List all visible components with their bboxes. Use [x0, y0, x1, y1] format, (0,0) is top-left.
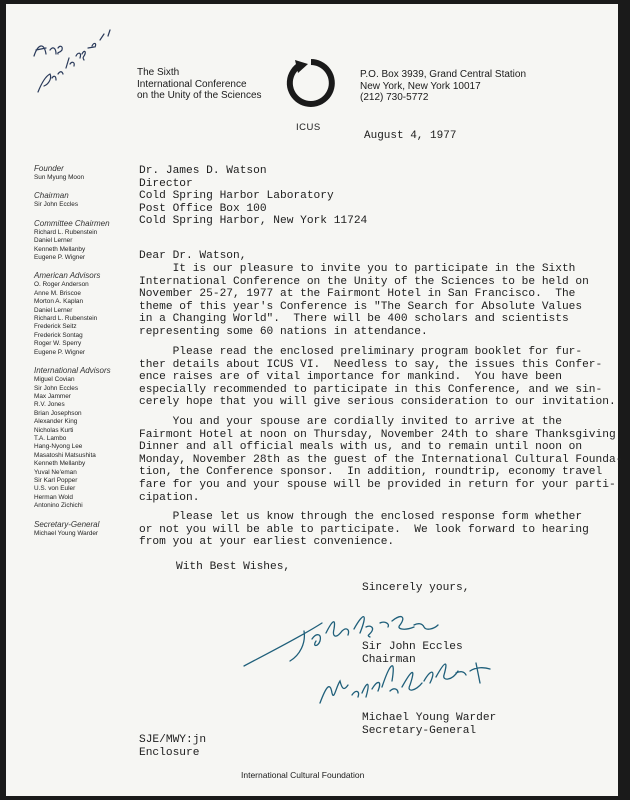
sidebar-section-title: Founder [34, 164, 64, 173]
sidebar-member-name: Nicholas Kurti [34, 426, 74, 434]
signer-name: Michael Young Warder [362, 712, 497, 724]
sign-off: Sincerely yours, [362, 582, 470, 594]
sidebar-member-name: Roger W. Sperry [34, 340, 82, 348]
handwritten-note [24, 26, 134, 116]
org-acronym: ICUS [296, 122, 321, 133]
signer-title: Secretary-General [362, 724, 477, 737]
sidebar-member-name: Yuval Ne'eman [34, 468, 77, 476]
best-wishes: With Best Wishes, [176, 561, 291, 573]
footer-sponsor: International Cultural Foundation [241, 770, 365, 780]
sidebar-member-name: O. Roger Anderson [34, 281, 89, 289]
sidebar-member-name: Michael Young Warder [34, 529, 99, 537]
org-name [137, 67, 262, 102]
enclosure-note: Enclosure [139, 747, 200, 759]
signer-name: Sir John Eccles [362, 641, 463, 653]
org-address [360, 69, 526, 104]
icus-logo-icon [286, 58, 336, 108]
body-paragraph: Please read the enclosed preliminary program booklet for fur- ther details about ICUS VI. Needless to say, the issues this Confer- ence raises are of vital importance for mankind. You have been especially recommended to participate in this Conference, and we sin- cerely hope that you will give serious consideration to our invitation. [139, 346, 616, 409]
sidebar-member-name: Richard L. Rubenstein [34, 315, 98, 323]
recipient-line: Dr. James D. Watson [139, 165, 267, 177]
salutation: Dear Dr. Watson, [139, 250, 247, 262]
sidebar-member-name: Max Jammer [34, 392, 71, 400]
sidebar-member-name: Morton A. Kaplan [34, 298, 84, 306]
address-line: (212) 730-5772 [360, 92, 429, 103]
body-paragraph: Please let us know through the enclosed response form whether or not you will be able to participate. We look forward to hearing from you at your earliest convenience. [139, 511, 589, 549]
address-line: New York, New York 10017 [360, 80, 481, 92]
org-name-line: The Sixth [137, 67, 180, 78]
letter-date: August 4, 1977 [364, 130, 457, 142]
sidebar-member-name: Eugene P. Wigner [34, 348, 86, 356]
address-line: P.O. Box 3939, Grand Central Station [360, 69, 527, 80]
sidebar-member-name: Frederick Sontag [34, 331, 83, 339]
recipient-line: Post Office Box 100 [139, 202, 267, 215]
sidebar-section-title: International Advisors [34, 366, 111, 376]
sidebar-member-name: Sir John Eccles [34, 384, 79, 392]
letter-page [6, 4, 623, 796]
sidebar-member-name: Masatoshi Matsushita [34, 451, 96, 459]
sidebar-section-title: American Advisors [34, 271, 101, 281]
sidebar-member-name: Antonino Zichichi [34, 502, 83, 510]
body-paragraph: It is our pleasure to invite you to participate in the Sixth International Conference on the Unity of the Sciences to be held on November 25-27, 1977 at the Fairmont Hotel in San Francisco. The theme of this year's Conference is "The Search for Absolute Values in a Changing World". There will be 400 scholars and scientists representing some 60 nations in attendance. [139, 263, 589, 338]
org-name-line: International Conference [137, 78, 247, 90]
sidebar-member-name: Kenneth Mellanby [34, 245, 86, 253]
sidebar-member-name: Kenneth Mellanby [34, 460, 86, 468]
recipient-line: Director [139, 177, 193, 190]
recipient-line: Cold Spring Harbor, New York 11724 [139, 215, 368, 228]
sidebar-section-title: Chairman [34, 191, 69, 201]
sidebar-member-name: Daniel Lerner [34, 306, 73, 314]
sidebar-member-name: Anne M. Briscoe [34, 289, 81, 297]
sidebar-member-name: R.V. Jones [34, 401, 65, 409]
sidebar-member-name: Alexander King [34, 418, 78, 426]
recipient-address [139, 165, 367, 228]
sidebar-section-title: Secretary-General [34, 519, 100, 529]
signer-block-2 [362, 712, 496, 737]
sidebar-member-name: Sun Myung Moon [34, 174, 85, 181]
sidebar-member-name: Sir Karl Popper [34, 476, 78, 484]
sidebar-member-name: Brian Josephson [34, 409, 82, 417]
signer-title: Chairman [362, 653, 416, 666]
sidebar-member-name: T.A. Lambo [34, 434, 67, 442]
sidebar-member-name: Herman Wold [34, 493, 73, 501]
recipient-line: Cold Spring Harbor Laboratory [139, 190, 334, 203]
sidebar-section-title: Committee Chairmen [34, 218, 110, 228]
sidebar-member-name: U.S. von Euler [34, 485, 76, 493]
signer-block-1 [362, 641, 463, 666]
sidebar-member-name: Frederick Seitz [34, 323, 77, 331]
sidebar-member-name: Daniel Lerner [34, 237, 73, 245]
sidebar-member-name: Eugene P. Wigner [34, 254, 86, 262]
org-name-line: on the Unity of the Sciences [137, 90, 262, 101]
typist-initials: SJE/MWY:jn [139, 734, 207, 746]
sidebar-member-name: Miguel Covian [34, 376, 75, 384]
sidebar-member-name: Richard L. Rubenstein [34, 228, 98, 236]
body-paragraph: You and your spouse are cordially invited to arrive at the Fairmont Hotel at noon on Thursday, November 24th to share Thanksgiving Dinner and all official meals with us, and to remain until noon on Monday, November 28th as the guest of the International Cultural Founda- tion, the Conference sponsor. In addition, roundtrip, economy travel fare for you and your spouse will be provided in return for your parti- cipation. [139, 416, 623, 504]
officers-sidebar [34, 164, 134, 538]
sidebar-member-name: Sir John Eccles [34, 201, 79, 209]
reference-initials [139, 734, 206, 760]
sidebar-member-name: Hang-Nyong Lee [34, 443, 83, 451]
